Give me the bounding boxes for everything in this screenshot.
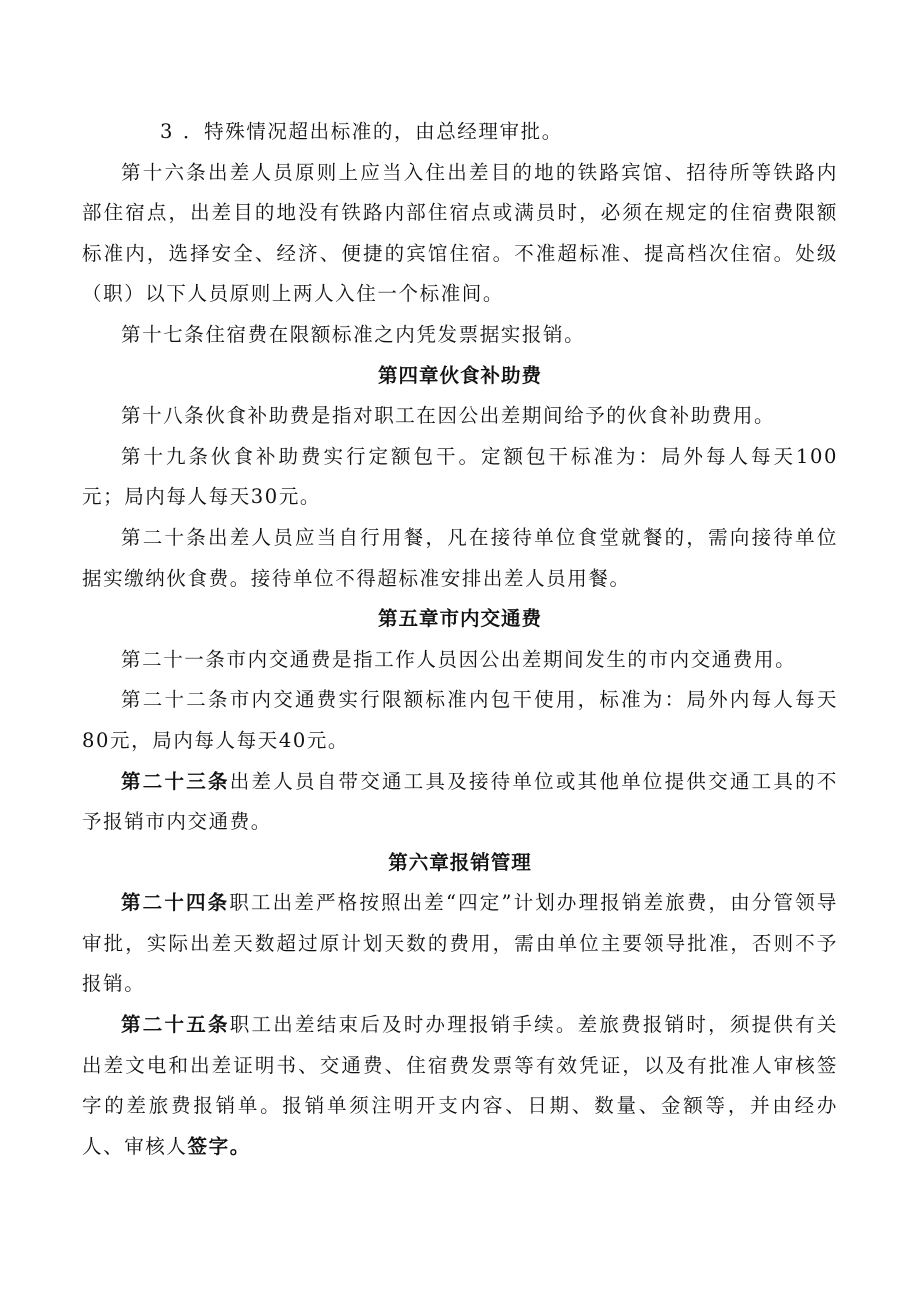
article-17: 第十七条住宿费在限额标准之内凭发票据实报销。 [121,322,586,346]
chapter-6-heading: 第六章报销管理 [388,850,532,874]
article-25-tail: 签字。 [187,1134,251,1158]
article-20: 第二十条出差人员应当自行用餐，凡在接待单位食堂就餐的，需向接待单位据实缴纳伙食费。接待单位不得超标准安排出差人员用餐。 [82,525,838,590]
item-text: ．特殊情况超出标准的，由总经理审批。 [183,120,563,143]
paragraph-item-3 [82,112,838,153]
article-25-lead: 第二十五条 [121,1013,230,1037]
article-22: 第二十二条市内交通费实行限额标准内包干使用，标准为：局外内每人每天80元，局内每人每天40元。 [82,688,838,752]
article-23-lead: 第二十三条 [121,769,230,793]
article-23-text: 出差人员自带交通工具及接待单位或其他单位提供交通工具的不予报销市内交通费。 [82,769,838,834]
article-24-lead: 第二十四条 [121,891,230,915]
chapter-5-heading: 第五章市内交通费 [377,607,542,631]
article-19: 第十九条伙食补助费实行定额包干。定额包干标准为：局外每人每天100元；局内每人每天30元。 [82,444,838,509]
article-18: 第十八条伙食补助费是指对职工在因公出差期间给予的伙食补助费用。 [121,404,776,428]
article-16: 第十六条出差人员原则上应当入住出差目的地的铁路宾馆、招待所等铁路内部住宿点，出差目的地没有铁路内部住宿点或满员时，必须在规定的住宿费限额标准内，选择安全、经济、便捷的宾馆住宿。不准超标准、提高档次住宿。处级（职）以下人员原则上两人入住一个标准间。 [82,160,838,306]
article-24-text: 职工出差严格按照出差“四定”计划办理报销差旅费，由分管领导审批，实际出差天数超过原计划天数的费用，需由单位主要领导批准，否则不予报销。 [82,891,838,996]
article-23 [82,762,838,843]
chapter-4-heading: 第四章伙食补助费 [377,363,542,387]
article-21: 第二十一条市内交通费是指工作人员因公出差期间发生的市内交通费用。 [121,647,797,671]
article-24 [82,883,838,1005]
item-number: 3 [160,120,173,143]
article-25 [82,1005,838,1167]
article-25-text: 职工出差结束后及时办理报销手续。差旅费报销时，须提供有关出差文电和出差证明书、交通费、住宿费发票等有效凭证，以及有批准人审核签字的差旅费报销单。报销单须注明开支内容、日期、数量、金额等，并由经办人、审核人 [82,1013,838,1158]
